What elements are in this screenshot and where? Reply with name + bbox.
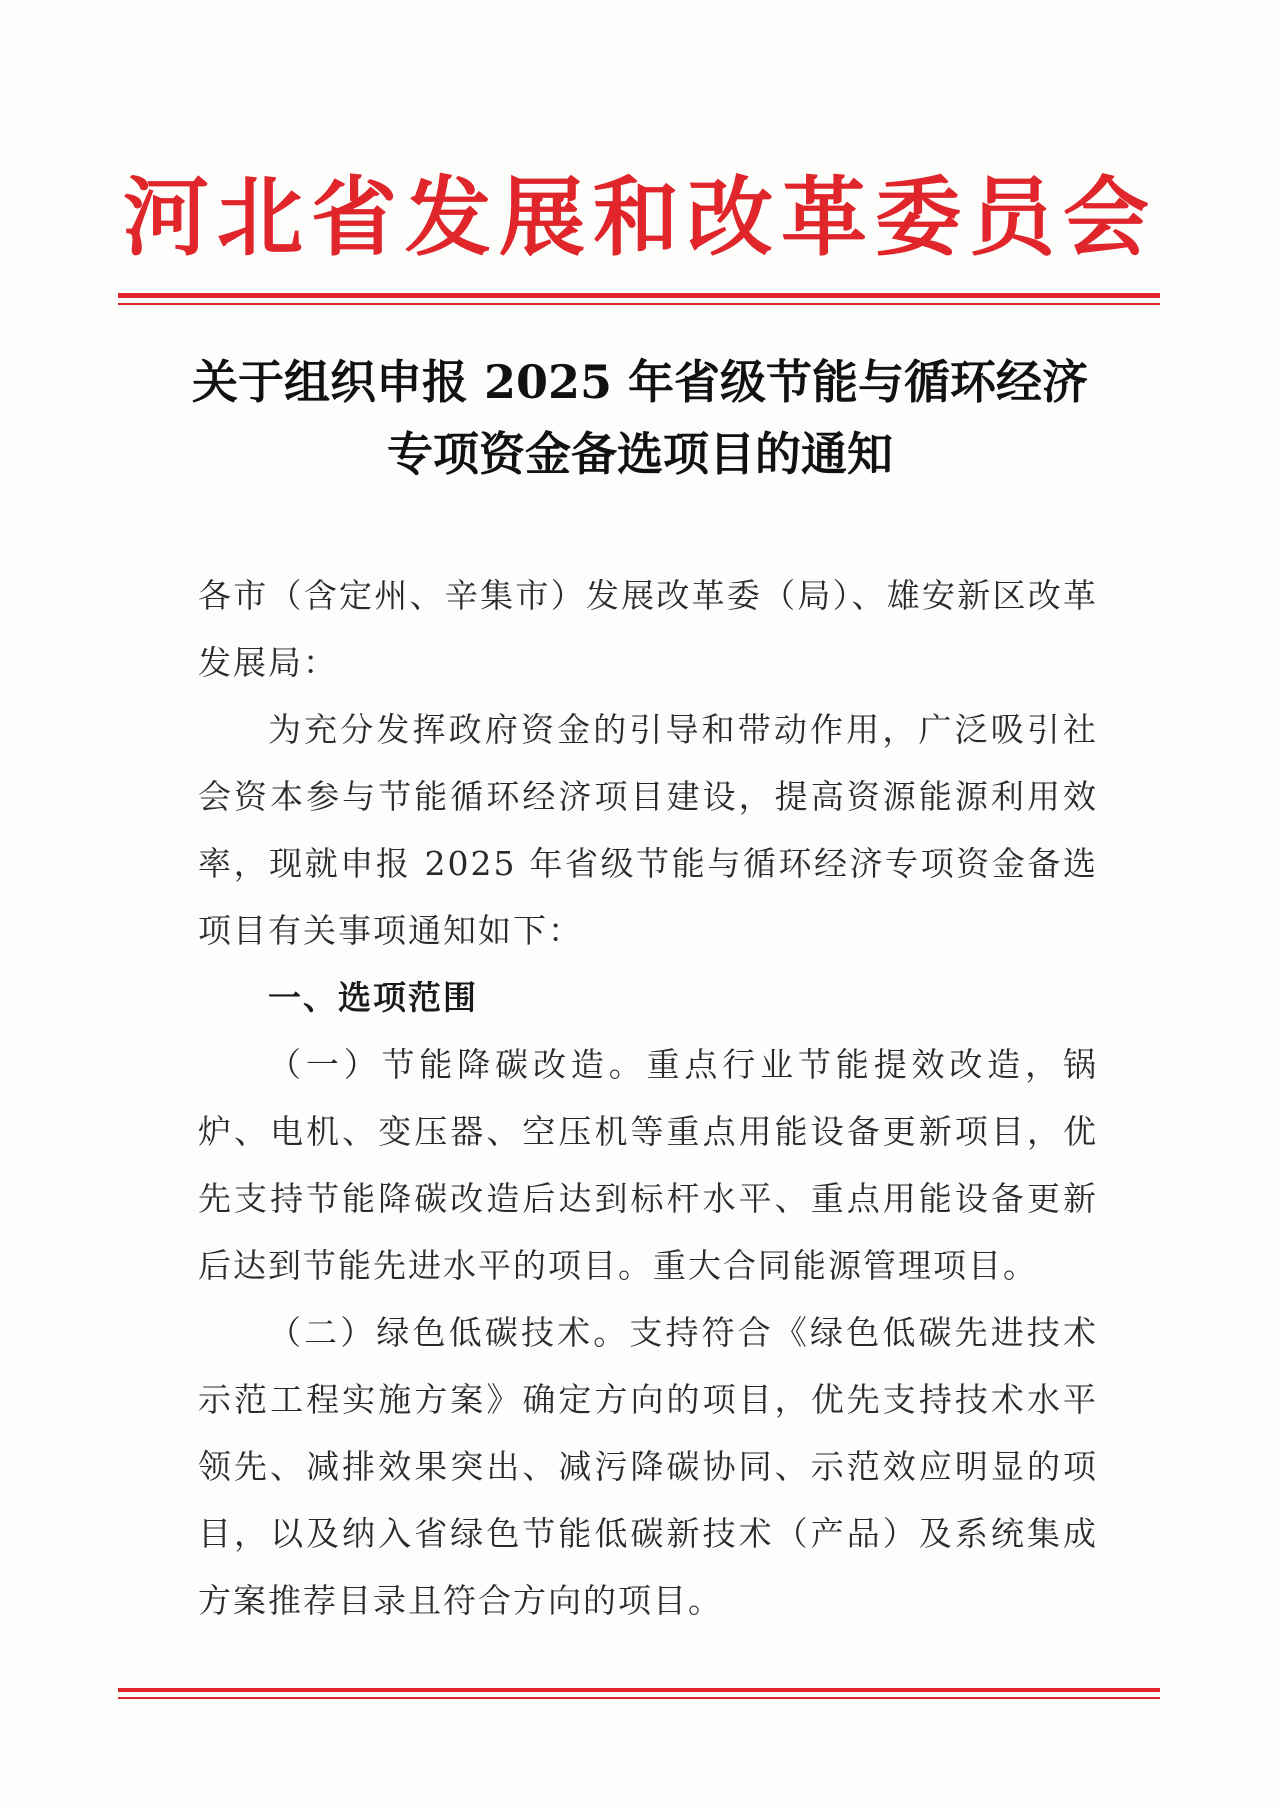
section-heading-scope: 一、选项范围 [268,978,478,1017]
notice-title-line-1: 关于组织申报 2025 年省级节能与循环经济 [191,355,1089,409]
intro-paragraph: 为充分发挥政府资金的引导和带动作用，广泛吸引社会资本参与节能循环经济项目建设，提高资源能源利用效率，现就申报 2025 年省级节能与循环经济专项资金备选项目有关事项通知如下： [198,710,1098,950]
addressee: 各市（含定州、辛集市）发展改革委（局）、雄安新区改革发展局： [198,576,1098,682]
notice-body [198,562,1098,1634]
letterhead-rule-thick [118,293,1160,298]
item-energy-saving: （一）节能降碳改造。重点行业节能提效改造，锅炉、电机、变压器、空压机等重点用能设备更新项目，优先支持节能降碳改造后达到标杆水平、重点用能设备更新后达到节能先进水平的项目。重大合同能源管理项目。 [198,1045,1098,1285]
notice-title-line-2: 专项资金备选项目的通知 [387,427,893,481]
footer-rule-thin [118,1697,1160,1699]
letterhead-rule-thin [118,303,1160,305]
footer-rule-thick [118,1688,1160,1692]
letterhead-org-name: 河北省发展和改革委员会 [123,167,1157,268]
item-green-tech: （二）绿色低碳技术。支持符合《绿色低碳先进技术示范工程实施方案》确定方向的项目，优先支持技术水平领先、减排效果突出、减污降碳协同、示范效应明显的项目，以及纳入省绿色节能低碳新技术（产品）及系统集成方案推荐目录且符合方向的项目。 [198,1313,1098,1620]
